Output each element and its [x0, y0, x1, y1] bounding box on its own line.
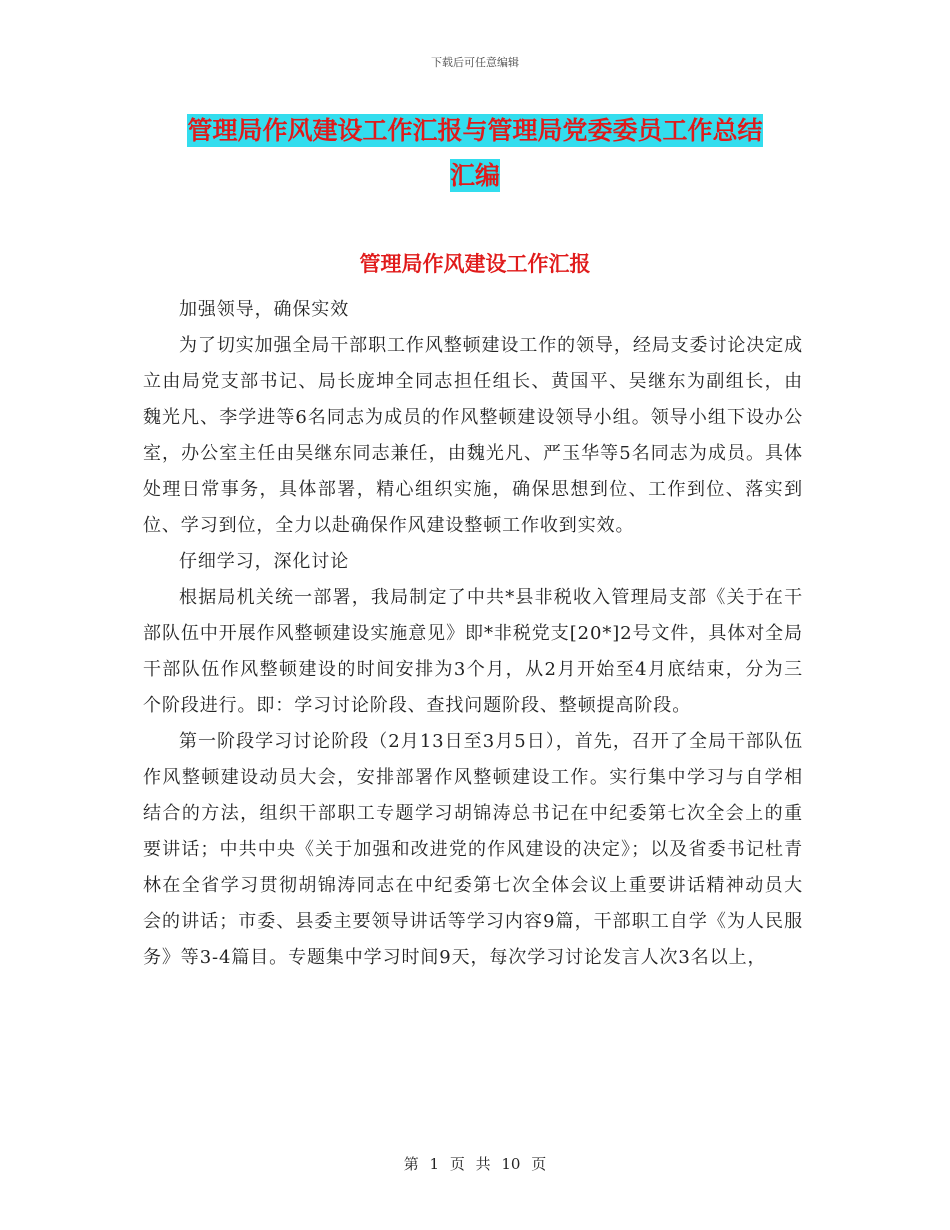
- header-note: 下载后可任意编辑: [431, 56, 519, 69]
- subheading-leadership: 加强领导，确保实效: [179, 299, 350, 320]
- subheading-study: 仔细学习，深化讨论: [179, 551, 350, 572]
- paragraph-phase-one: 第一阶段学习讨论阶段（2月13日至3月5日），首先，召开了全局干部队伍作风整顿建设动员大会，安排部署作风整顿建设工作。实行集中学习与自学相结合的方法，组织干部职工专题学习胡锦涛总书记在中纪委第七次全会上的重要讲话；中共中央《关于加强和改进党的作风建设的决定》；以及省委书记杜青林在全省学习贯彻胡锦涛同志在中纪委第七次全体会议上重要讲话精神动员大会的讲话；市委、县委主要领导讲话等学习内容9篇，干部职工自学《为人民服务》等3-4篇目。专题集中学习时间9天，每次学习讨论发言人次3名以上，: [143, 731, 803, 968]
- main-title-line1: 管理局作风建设工作汇报与管理局党委委员工作总结: [187, 116, 763, 145]
- paragraph-study: 根据局机关统一部署，我局制定了中共*县非税收入管理局支部《关于在干部队伍中开展作风整顿建设实施意见》即*非税党支[20*]2号文件，具体对全局干部队伍作风整顿建设的时间安排为3个月，从2月开始至4月底结束，分为三个阶段进行。即：学习讨论阶段、查找问题阶段、整顿提高阶段。: [143, 587, 803, 716]
- main-title-line2: 汇编: [449, 161, 500, 190]
- paragraph-leadership: 为了切实加强全局干部职工作风整顿建设工作的领导，经局支委讨论决定成立由局党支部书记、局长庞坤全同志担任组长、黄国平、吴继东为副组长，由魏光凡、李学进等6名同志为成员的作风整顿建设领导小组。领导小组下设办公室，办公室主任由吴继东同志兼任，由魏光凡、严玉华等5名同志为成员。具体处理日常事务，具体部署，精心组织实施，确保思想到位、工作到位、落实到位、学习到位，全力以赴确保作风建设整顿工作收到实效。: [143, 335, 803, 536]
- main-title: [150, 108, 800, 198]
- body-text: [143, 292, 803, 976]
- section-title: 管理局作风建设工作汇报: [359, 252, 591, 276]
- page-footer: 第 1 页 共 10 页: [403, 1155, 547, 1173]
